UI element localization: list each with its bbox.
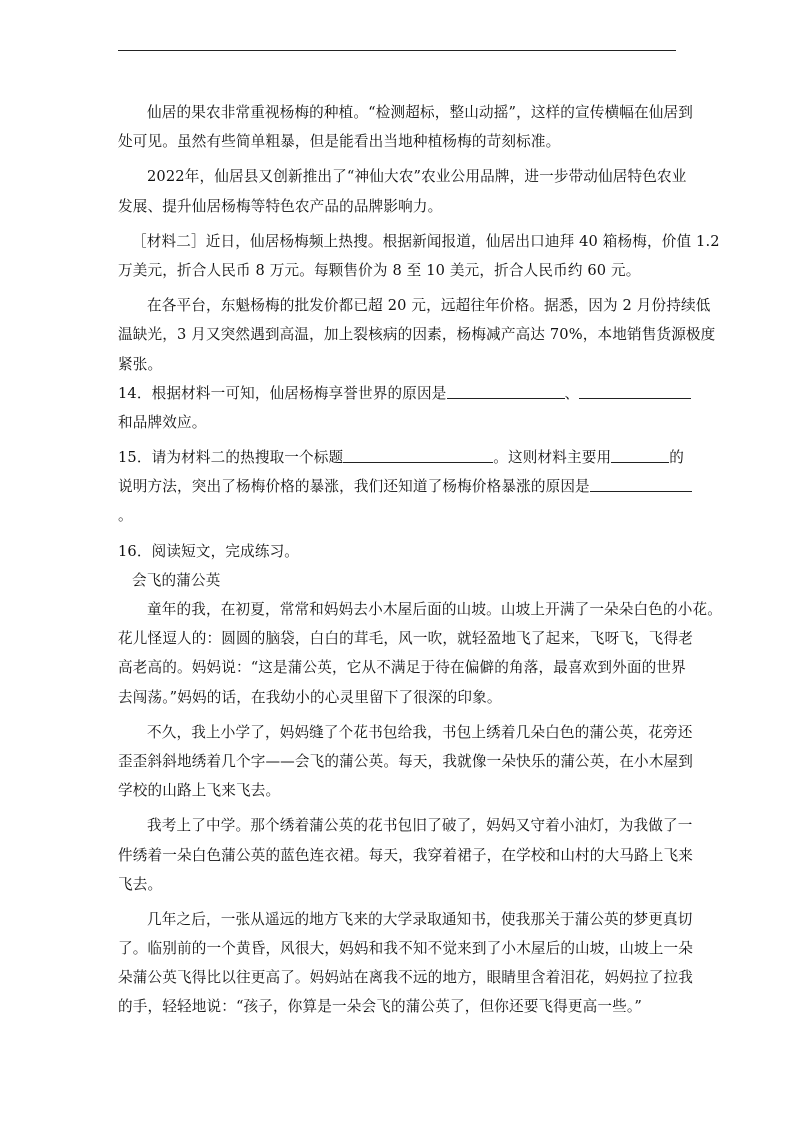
text-line: 处可见。虽然有些简单粗暴，但是能看出当地种植杨梅的苛刻标准。 — [118, 133, 561, 151]
text-line: 去闯荡。”妈妈的话，在我幼小的心灵里留下了很深的印象。 — [118, 688, 502, 706]
text-line: 温缺光，3 月又突然遇到高温，加上裂核病的因素，杨梅减产高达 70%，本地销售货源极度 — [118, 326, 716, 344]
question-15-line-3: 。 — [118, 507, 133, 525]
text-line: 紧张。 — [118, 355, 163, 373]
question-15-text: 15．请为材料二的热搜取一个标题 — [118, 449, 344, 467]
text-line: 歪歪斜斜地绣着几个字——会飞的蒲公英。每天，我就像一朵快乐的蒲公英，在小木屋到 — [118, 752, 694, 770]
story-paragraph-1 — [118, 595, 723, 712]
text-line: 2022年，仙居县又创新推出了“神仙大农”农业公用品牌，进一步带动仙居特色农业 — [147, 168, 687, 186]
answer-blank-14b[interactable] — [579, 382, 691, 399]
paragraph-material-1a — [118, 98, 693, 156]
question-15-line — [118, 443, 684, 472]
question-14-line — [118, 379, 678, 408]
text-line: 朵蒲公英飞得比以往更高了。妈妈站在离我不远的地方，眼睛里含着泪花，妈妈拉了拉我 — [118, 969, 694, 987]
story-paragraph-3 — [118, 811, 694, 899]
text-line: 我考上了中学。那个绣着蒲公英的花书包旧了破了，妈妈又守着小油灯，为我做了一 — [147, 817, 693, 835]
text-line: 的手，轻轻地说：“孩子，你算是一朵会飞的蒲公英了，但你还要飞得更高一些。” — [118, 998, 642, 1016]
text-line: 童年的我，在初夏，常常和妈妈去小木屋后面的山坡。山坡上开满了一朵朵白色的小花。 — [147, 601, 723, 618]
question-15-text-4: 说明方法，突出了杨梅价格的暴涨，我们还知道了杨梅价格暴涨的原因是 — [118, 478, 590, 496]
text-line: 件绣着一朵白色蒲公英的蓝色连衣裙。每天，我穿着裙子，在学校和山村的大马路上飞来 — [118, 846, 694, 864]
story-title: 会飞的蒲公英 — [132, 571, 221, 589]
paragraph-material-2a — [118, 227, 720, 285]
answer-blank-15-reason[interactable] — [590, 475, 692, 492]
question-14 — [118, 379, 678, 437]
answer-blank-15-title[interactable] — [343, 446, 493, 463]
text-line: 高老高的。妈妈说：“这是蒲公英，它从不满足于待在偏僻的角落，最喜欢到外面的世界 — [118, 659, 686, 677]
text-line: 万美元，折合人民币 8 万元。每颗售价为 8 至 10 美元，折合人民币约 60 元。 — [118, 261, 641, 279]
text-line: 了。临别前的一个黄昏，风很大，妈妈和我不知不觉来到了小木屋后的山坡，山坡上一朵 — [118, 940, 694, 958]
text-line: 仙居的果农非常重视杨梅的种植。“检测超标，整山动摇”，这样的宣传横幅在仙居到 — [147, 104, 693, 121]
answer-blank-14a[interactable] — [447, 382, 565, 399]
story-paragraph-2 — [118, 718, 694, 806]
question-15 — [118, 443, 684, 531]
question-16 — [118, 537, 723, 1022]
question-15-text-3: 的 — [669, 449, 684, 467]
question-14-text: 14．根据材料一可知，仙居杨梅享誉世界的原因是 — [118, 384, 447, 402]
text-line: ［材料二］近日，仙居杨梅频上热搜。根据新闻报道，仙居出口迪拜 40 箱杨梅，价值 1.2 — [132, 232, 720, 250]
answer-blank-15-method[interactable] — [611, 446, 669, 463]
paragraph-material-1b — [118, 162, 687, 220]
document-body — [118, 98, 723, 1022]
story-paragraph-4 — [118, 905, 694, 1022]
paragraph-material-2b — [118, 291, 716, 379]
text-line: 在各平台，东魁杨梅的批发价都已超 20 元，远超往年价格。据悉，因为 2 月份持续低 — [147, 297, 711, 315]
text-line: 发展、提升仙居杨梅等特色农产品的品牌影响力。 — [118, 197, 443, 215]
text-line: 学校的山路上飞来飞去。 — [118, 782, 281, 800]
text-line: 不久，我上小学了，妈妈缝了个花书包给我，书包上绣着几朵白色的蒲公英，花旁还 — [147, 723, 693, 741]
header-rule — [118, 50, 676, 51]
question-14-separator: 、 — [564, 384, 580, 402]
question-14-line-2: 和品牌效应。 — [118, 413, 207, 431]
text-line: 花儿怪逗人的：圆圆的脑袋，白白的茸毛，风一吹，就轻盈地飞了起来，飞呀飞，飞得老 — [118, 630, 694, 648]
question-16-prompt: 16．阅读短文，完成练习。 — [118, 542, 300, 560]
question-15-line-2 — [118, 472, 678, 501]
text-line: 飞去。 — [118, 875, 163, 893]
text-line: 几年之后，一张从遥远的地方飞来的大学录取通知书，使我那关于蒲公英的梦更真切 — [147, 910, 693, 928]
question-15-text-2: 。这则材料主要用 — [493, 449, 612, 467]
